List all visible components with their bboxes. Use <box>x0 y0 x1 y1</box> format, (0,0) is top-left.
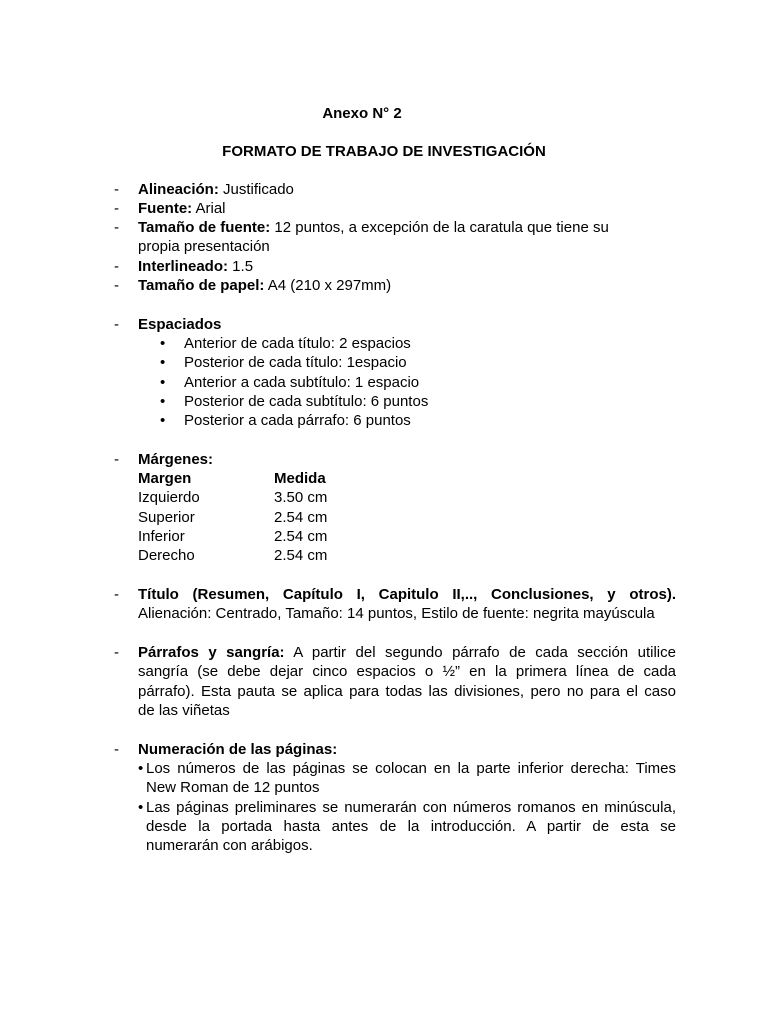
margenes-header-margen: Margen <box>138 470 192 487</box>
margenes-cell-medida: 2.54 cm <box>274 509 328 526</box>
tamano-papel-label: Tamaño de papel: <box>138 277 265 294</box>
dash-marker: - <box>114 644 119 661</box>
margenes-label: Márgenes: <box>138 451 214 468</box>
margenes-cell-medida: 2.54 cm <box>274 528 328 545</box>
dash-marker: - <box>114 277 119 294</box>
document-title: FORMATO DE TRABAJO DE INVESTIGACIÓN <box>222 143 546 160</box>
bullet-marker: • <box>160 335 166 352</box>
espaciados-item-text: Anterior a cada subtítulo: 1 espacio <box>184 374 420 391</box>
dash-marker: - <box>114 181 119 198</box>
bullet-marker: • <box>160 354 166 371</box>
dash-marker: - <box>114 741 119 758</box>
espaciados-item-text: Anterior de cada título: 2 espacios <box>184 335 411 352</box>
dash-marker: - <box>114 200 119 217</box>
bullet-marker: • <box>160 374 166 391</box>
fuente-value: Arial <box>192 200 226 217</box>
dash-marker: - <box>114 316 119 333</box>
dash-marker: - <box>114 219 119 236</box>
dash-marker: - <box>114 258 119 275</box>
interlineado-label: Interlineado: <box>138 258 229 275</box>
annex-label: Anexo N° 2 <box>322 105 402 122</box>
espaciados-item-text: Posterior de cada título: 1espacio <box>184 354 407 371</box>
parrafos-line1: A partir del segundo párrafo de cada sección utilice <box>284 644 676 661</box>
tamano-papel-value: A4 (210 x 297mm) <box>264 277 392 294</box>
parrafos-line4: de las viñetas <box>138 702 230 719</box>
numeracion-b2-line2: desde la portada hasta antes de la introducción. A partir de esta se <box>146 818 676 835</box>
bullet-marker: • <box>138 799 144 816</box>
margenes-cell-margen: Inferior <box>138 528 185 545</box>
margenes-header-medida: Medida <box>274 470 326 487</box>
espaciados-item-text: Posterior a cada párrafo: 6 puntos <box>184 412 411 429</box>
alineacion-value: Justificado <box>218 181 294 198</box>
titulo-description: Alienación: Centrado, Tamaño: 14 puntos, Estilo de fuente: negrita mayúscula <box>138 605 655 622</box>
margenes-cell-margen: Derecho <box>138 547 195 564</box>
margenes-cell-margen: Izquierdo <box>138 489 200 506</box>
tamano-fuente-continuation: propia presentación <box>138 238 270 255</box>
bullet-marker: • <box>160 393 166 410</box>
tamano-fuente-value: 12 puntos, a excepción de la caratula que tiene su <box>270 219 609 236</box>
tamano-fuente-label: Tamaño de fuente: <box>138 219 271 236</box>
numeracion-b2-line3: numerarán con arábigos. <box>146 837 313 854</box>
titulo-label: Título (Resumen, Capítulo I, Capitulo II,.., Conclusiones, y otros). <box>138 586 676 603</box>
alineacion-label: Alineación: <box>138 181 219 198</box>
interlineado-value: 1.5 <box>228 258 254 275</box>
parrafos-line2: sangría (se debe dejar cinco espacios o ½” en la primera línea de cada <box>138 663 676 680</box>
bullet-marker: • <box>160 412 166 429</box>
margenes-cell-medida: 2.54 cm <box>274 547 328 564</box>
bullet-marker: • <box>138 760 144 777</box>
dash-marker: - <box>114 586 119 603</box>
dash-marker: - <box>114 451 119 468</box>
espaciados-label: Espaciados <box>138 316 222 333</box>
parrafos-line3: párrafo). Esta pauta se aplica para todas las divisiones, pero no para el caso <box>138 683 676 700</box>
numeracion-label: Numeración de las páginas: <box>138 741 338 758</box>
numeracion-b1-line1: Los números de las páginas se colocan en la parte inferior derecha: Times <box>146 760 676 777</box>
espaciados-item-text: Posterior de cada subtítulo: 6 puntos <box>184 393 429 410</box>
parrafos-label: Párrafos y sangría: <box>138 644 285 661</box>
numeracion-b1-line2: New Roman de 12 puntos <box>146 779 320 796</box>
margenes-cell-medida: 3.50 cm <box>274 489 328 506</box>
fuente-label: Fuente: <box>138 200 193 217</box>
margenes-cell-margen: Superior <box>138 509 195 526</box>
numeracion-b2-line1: Las páginas preliminares se numerarán con números romanos en minúscula, <box>146 799 676 816</box>
